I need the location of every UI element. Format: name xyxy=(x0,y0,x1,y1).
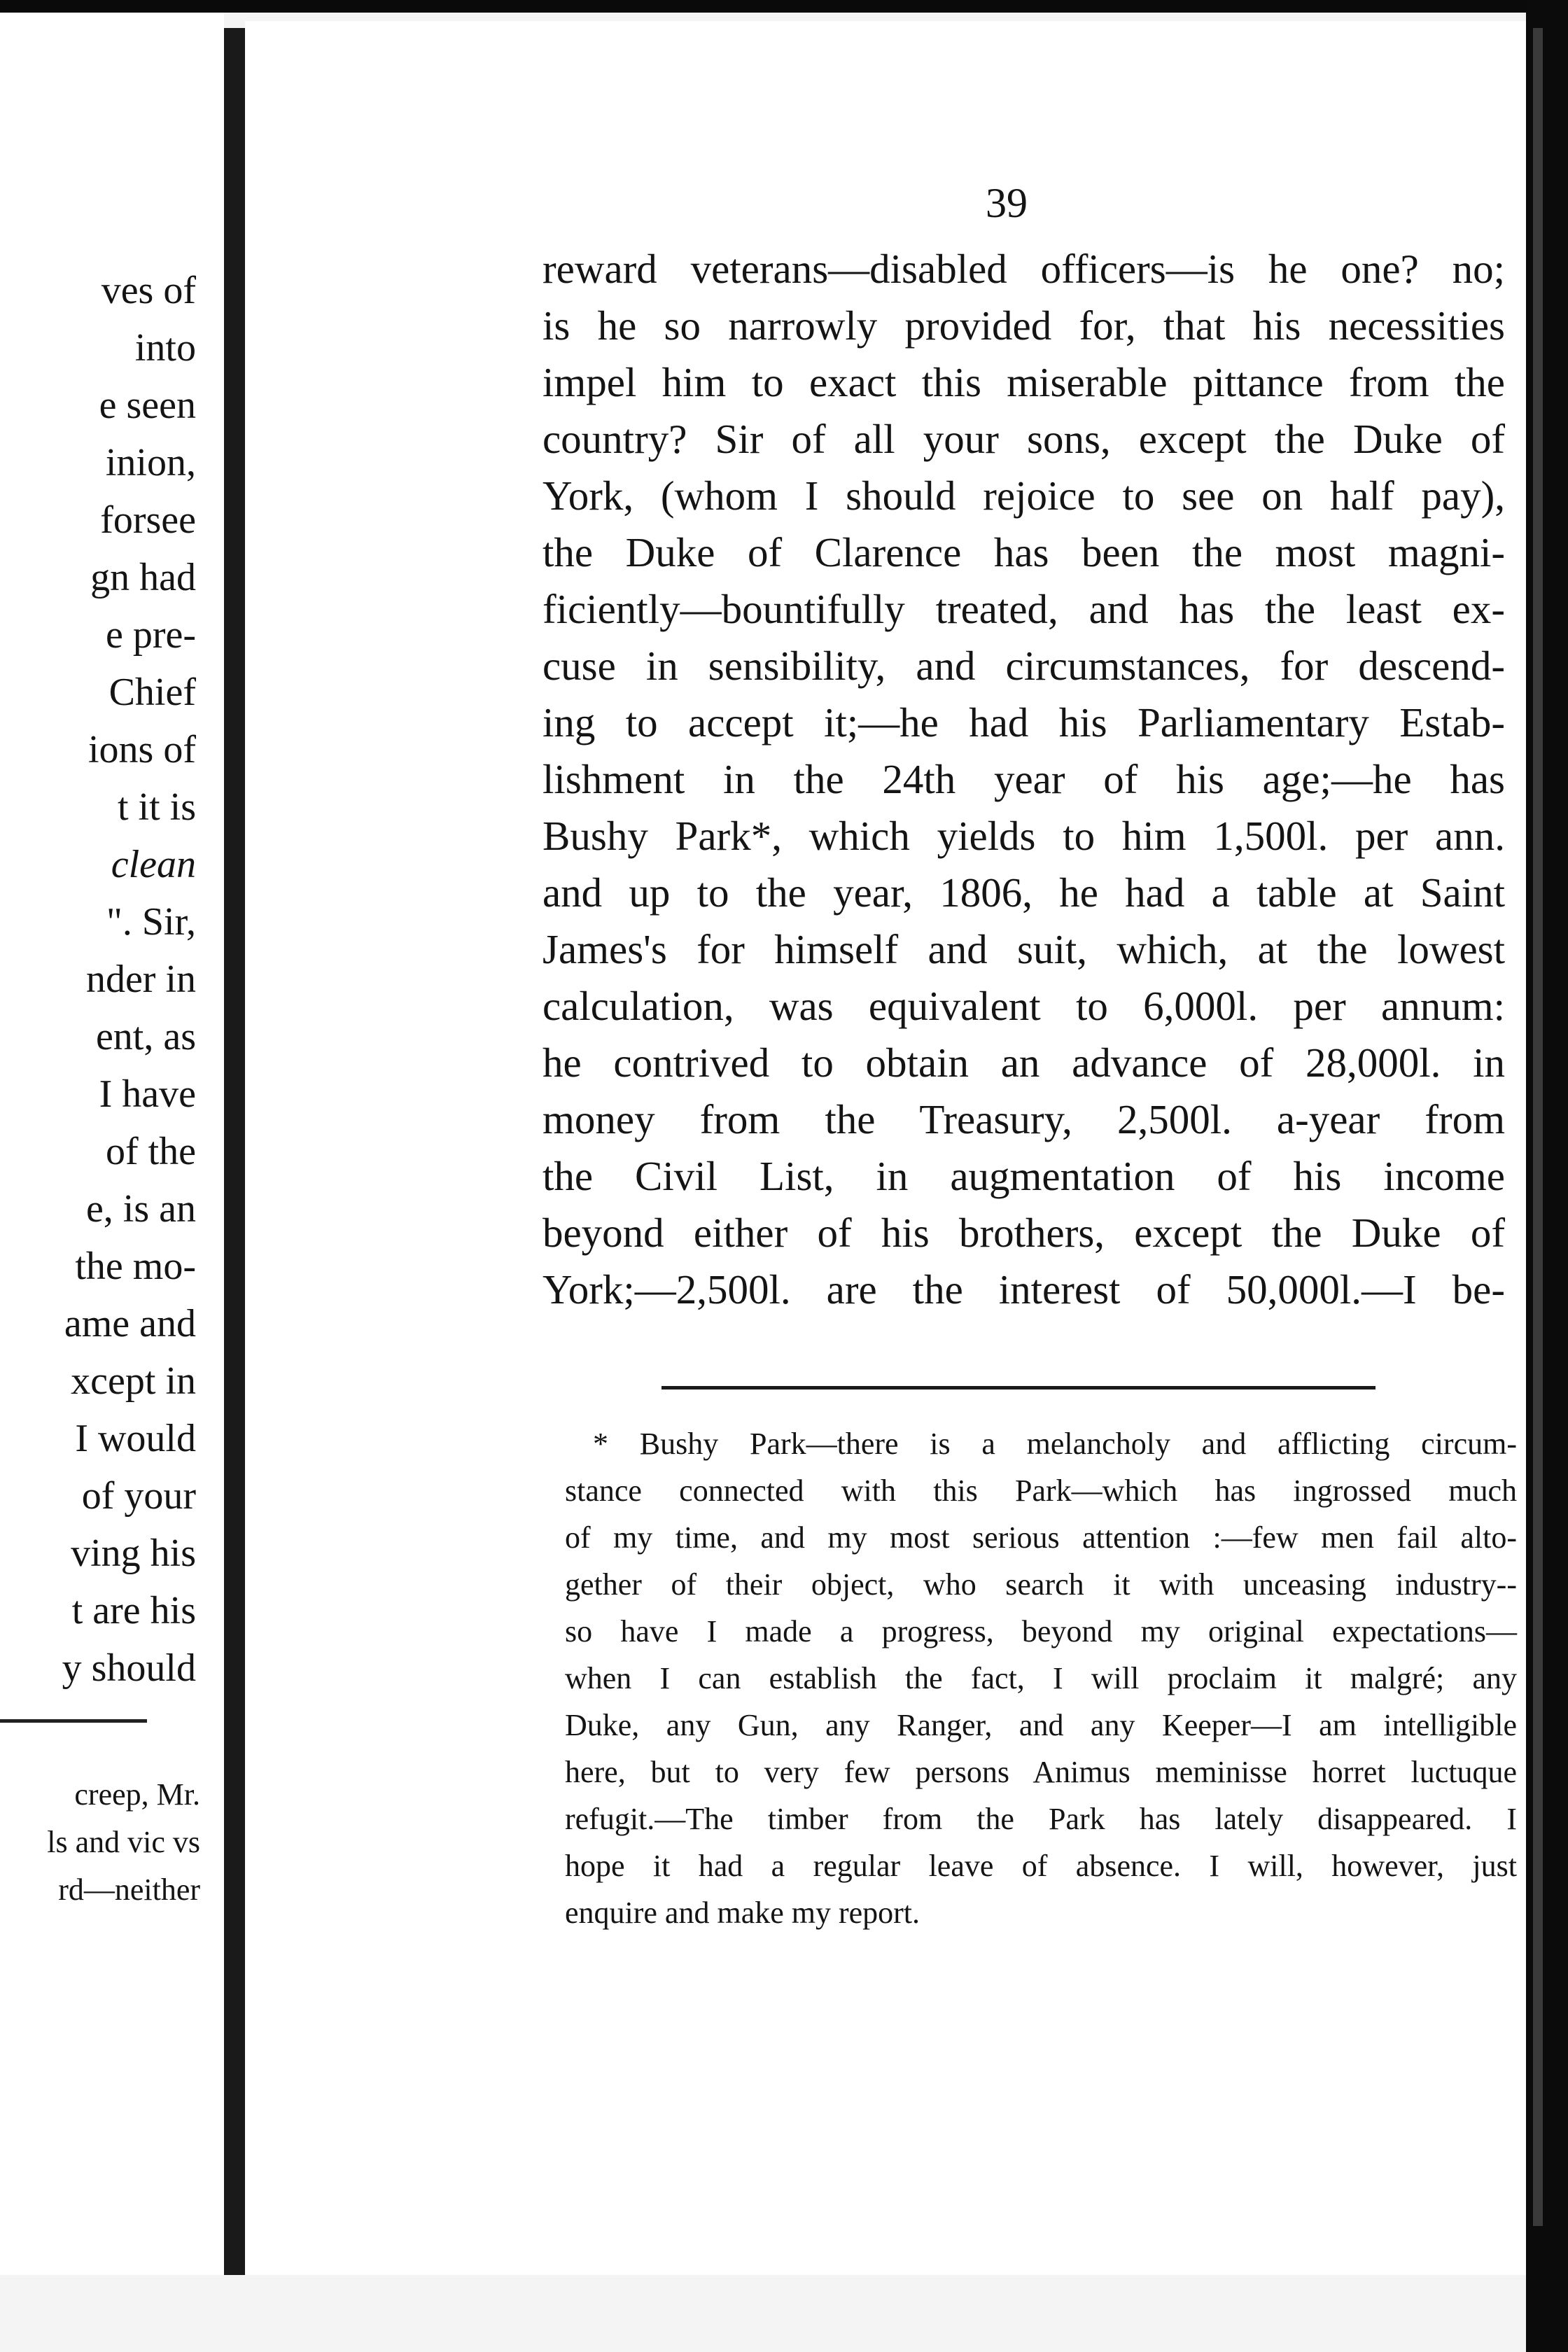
facing-page-line: ent, as xyxy=(95,1015,196,1058)
body-text-line: the Duke of Clarence has been the most magni- xyxy=(542,529,1505,575)
footnote-line: stance connected with this Park—which has ingrossed much xyxy=(565,1474,1517,1508)
facing-page-line: nder in xyxy=(85,958,196,1001)
facing-page-line: ame and xyxy=(64,1302,196,1345)
body-text-line: he contrived to obtain an advance of 28,000l. in xyxy=(542,1040,1505,1086)
body-text-line: lishment in the 24th year of his age;—he has xyxy=(542,756,1505,802)
footnote-line: refugit.—The timber from the Park has lately disappeared. I xyxy=(565,1802,1517,1836)
body-text-line: and up to the year, 1806, he had a table at Saint xyxy=(542,869,1505,916)
book-fore-edge xyxy=(1526,0,1568,2352)
body-text-line: cuse in sensibility, and circumstances, for descend- xyxy=(542,643,1505,689)
body-text-line: York, (whom I should rejoice to see on half pay), xyxy=(542,472,1505,519)
facing-page-line: e, is an xyxy=(85,1187,196,1231)
footnote-line: gether of their object, who search it with unceasing industry-- xyxy=(565,1567,1517,1602)
facing-page-footnote-rule xyxy=(0,1719,147,1723)
footnote-line: of my time, and my most serious attention :—few men fail alto- xyxy=(565,1520,1517,1555)
facing-page-line: ves of xyxy=(101,269,196,312)
footnote-line: so have I made a progress, beyond my original expectations— xyxy=(565,1614,1517,1648)
facing-page-line: t are his xyxy=(71,1589,196,1632)
body-text-line: ficiently—bountifully treated, and has the least ex- xyxy=(542,586,1505,632)
facing-page-line: into xyxy=(134,326,196,370)
page xyxy=(245,21,1526,2275)
facing-page-footnote-line: ls and vic vs xyxy=(47,1825,200,1859)
facing-page-line: gn had xyxy=(90,556,196,599)
body-text-line: country? Sir of all your sons, except the Duke of xyxy=(542,416,1505,462)
facing-page-line: clean xyxy=(111,843,196,886)
facing-page-line: I would xyxy=(75,1417,196,1460)
footnote-line: hope it had a regular leave of absence. I will, however, just xyxy=(565,1849,1517,1883)
facing-page-line: of your xyxy=(81,1474,196,1518)
body-text-line: is he so narrowly provided for, that his necessities xyxy=(542,302,1505,349)
facing-page-left xyxy=(0,13,209,2275)
body-text-line: reward veterans—disabled officers—is he one? no; xyxy=(542,246,1505,292)
facing-page-line: Chief xyxy=(108,671,196,714)
facing-page-line: ". Sir, xyxy=(106,900,196,944)
facing-page-line: e seen xyxy=(99,384,196,427)
page-number: 39 xyxy=(986,180,1028,226)
body-text-line: calculation, was equivalent to 6,000l. per annum: xyxy=(542,983,1505,1029)
body-text-line: money from the Treasury, 2,500l. a-year from xyxy=(542,1096,1505,1142)
body-text-line: beyond either of his brothers, except the Duke of xyxy=(542,1210,1505,1256)
body-text-line: Bushy Park*, which yields to him 1,500l. per ann. xyxy=(542,813,1505,859)
footnote-line: Duke, any Gun, any Ranger, and any Keeper—I am intelligible xyxy=(565,1708,1517,1742)
body-text-line: the Civil List, in augmentation of his income xyxy=(542,1153,1505,1199)
facing-page-line: ving his xyxy=(71,1532,196,1575)
body-text-line: James's for himself and suit, which, at the lowest xyxy=(542,926,1505,972)
body-text-line: ing to accept it;—he had his Parliamentary Estab- xyxy=(542,699,1505,746)
facing-page-line: t it is xyxy=(117,785,196,829)
gutter xyxy=(209,13,224,2275)
facing-page-line: y should xyxy=(62,1646,196,1690)
body-text-line: York;—2,500l. are the interest of 50,000l.—I be- xyxy=(542,1266,1505,1312)
footnote-rule xyxy=(662,1386,1376,1390)
footnote-line: here, but to very few persons Animus meminisse horret luctuque xyxy=(565,1755,1517,1789)
facing-page-line: ions of xyxy=(88,728,196,771)
footnote-line: enquire and make my report. xyxy=(565,1896,920,1930)
facing-page-line: the mo- xyxy=(75,1245,196,1288)
facing-page-line: xcept in xyxy=(71,1359,196,1403)
body-text-line: impel him to exact this miserable pittance from the xyxy=(542,359,1505,405)
facing-page-line: forsee xyxy=(100,498,196,542)
book-spine-shadow xyxy=(224,28,245,2275)
facing-page-line: of the xyxy=(105,1130,196,1173)
facing-page-footnote-line: creep, Mr. xyxy=(74,1777,200,1812)
scan-top-edge xyxy=(0,0,1568,13)
footnote-line: * Bushy Park—there is a melancholy and afflicting circum- xyxy=(593,1427,1517,1461)
facing-page-footnote-line: rd—neither xyxy=(58,1872,200,1907)
book-fore-edge-shade xyxy=(1533,28,1543,2226)
footnote-line: when I can establish the fact, I will proclaim it malgré; any xyxy=(565,1661,1517,1695)
facing-page-line: inion, xyxy=(105,441,196,484)
facing-page-line: e pre- xyxy=(105,613,196,657)
facing-page-line: I have xyxy=(99,1072,196,1116)
